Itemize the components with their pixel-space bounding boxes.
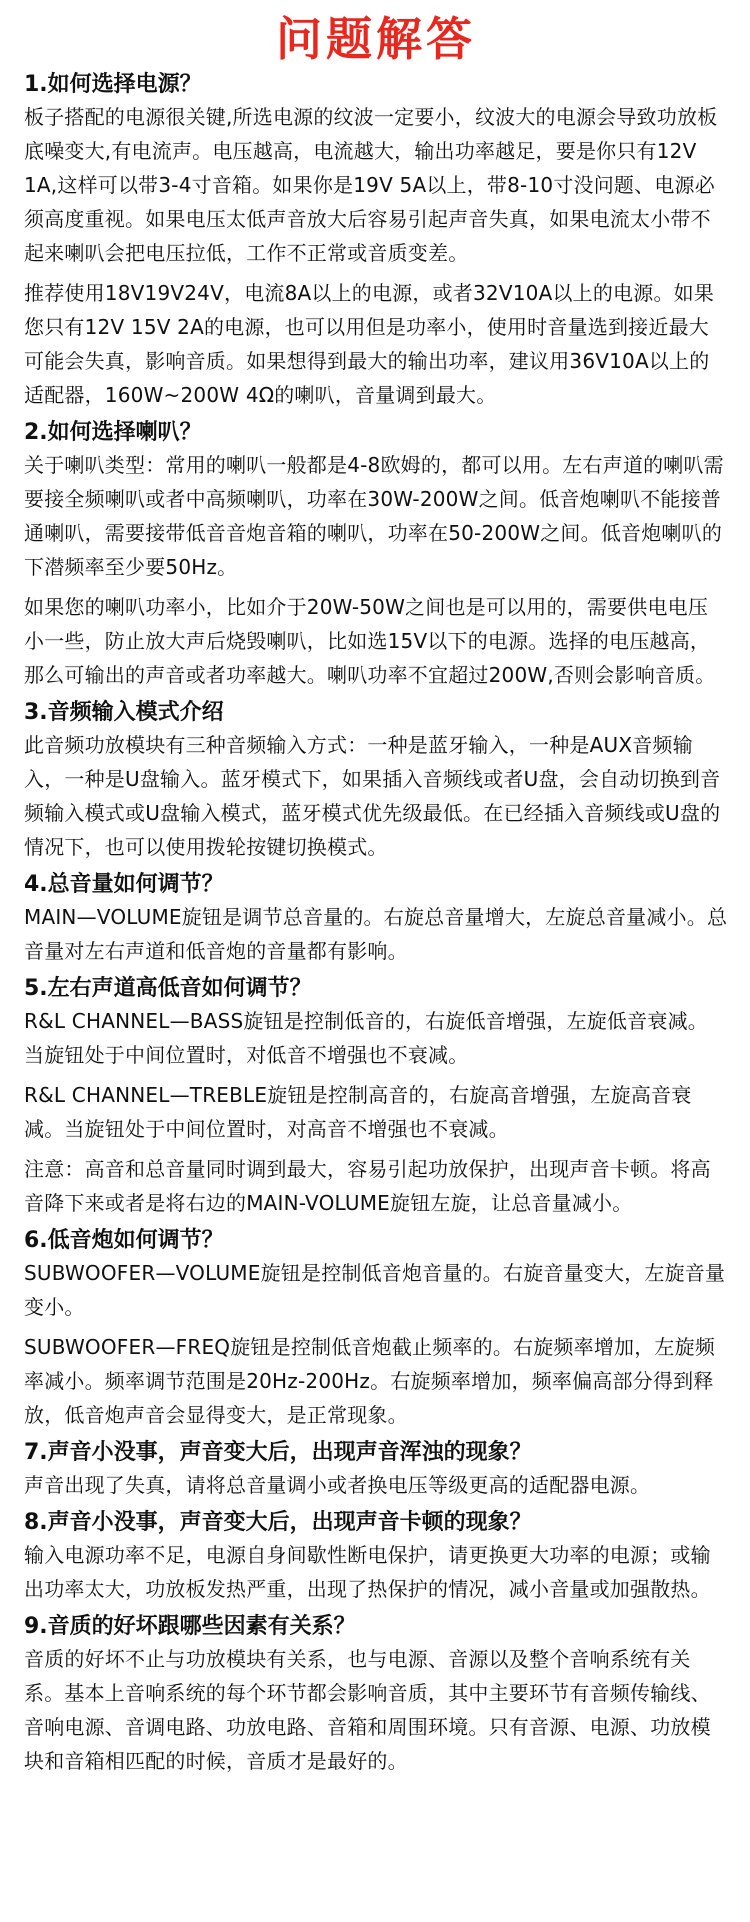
section-paragraph: MAIN—VOLUME旋钮是调节总音量的。右旋总音量增大，左旋总音量减小。总音量对左右声道和低音炮的音量都有影响。 <box>24 905 728 963</box>
section-heading: 1.如何选择电源？ <box>24 72 202 97</box>
section-paragraph: 音质的好坏不止与功放模块有关系，也与电源、音源以及整个音响系统有关系。基本上音响系统的每个环节都会影响音质，其中主要环节有音频传输线、音响电源、音调电路、功放电路、音箱和周围环境。只有音源、电源、功放模块和音箱相匹配的时候，音质才是最好的。 <box>24 1647 711 1773</box>
section-paragraph: 板子搭配的电源很关键,所选电源的纹波一定要小，纹波大的电源会导致功放板底噪变大,有电流声。电压越高，电流越大，输出功率越足，要是你只有12V 1A,这样可以带3-4寸音箱。如果你是19V 5A以上，带8-10寸没问题、电源必须高度重视。如果电压太低声音放大后容易引起声音失真，如果电流太小带不起来喇叭会把电压拉低，工作不正常或音质变差。 <box>24 105 718 265</box>
faq-section-7 <box>24 1438 728 1502</box>
section-paragraph: R&L CHANNEL—TREBLE旋钮是控制高音的，右旋高音增强，左旋高音衰减。当旋钮处于中间位置时，对高音不增强也不衰减。 <box>24 1083 692 1141</box>
section-paragraph: 如果您的喇叭功率小，比如介于20W-50W之间也是可以用的，需要供电电压小一些，防止放大声后烧毁喇叭，比如选15V以下的电源。选择的电压越高，那么可输出的声音或者功率越大。喇叭功率不宜超过200W,否则会影响音质。 <box>24 595 716 687</box>
section-paragraph: 输入电源功率不足，电源自身间歇性断电保护，请更换更大功率的电源；或输出功率太大，功放板发热严重，出现了热保护的情况，减小音量或加强散热。 <box>24 1543 711 1601</box>
faq-section-6 <box>24 1226 728 1432</box>
section-paragraph: 注意：高音和总音量同时调到最大，容易引起功放保护，出现声音卡顿。将高音降下来或者是将右边的MAIN-VOLUME旋钮左旋，让总音量减小。 <box>24 1157 711 1215</box>
faq-section-2 <box>24 418 728 692</box>
section-paragraph: SUBWOOFER—VOLUME旋钮是控制低音炮音量的。右旋音量变大，左旋音量变小。 <box>24 1261 726 1319</box>
faq-section-5 <box>24 974 728 1220</box>
section-heading: 3.音频输入模式介绍 <box>24 700 224 725</box>
faq-section-4 <box>24 870 728 968</box>
section-heading: 4.总音量如何调节？ <box>24 872 224 897</box>
faq-section-3 <box>24 698 728 864</box>
section-paragraph: 声音出现了失真，请将总音量调小或者换电压等级更高的适配器电源。 <box>24 1473 651 1497</box>
section-heading: 5.左右声道高低音如何调节？ <box>24 976 312 1001</box>
section-paragraph: 关于喇叭类型：常用的喇叭一般都是4-8欧姆的，都可以用。左右声道的喇叭需要接全频喇叭或者中高频喇叭，功率在30W-200W之间。低音炮喇叭不能接普通喇叭，需要接带低音音炮音箱的喇叭，功率在50-200W之间。低音炮喇叭的下潜频率至少要50Hz。 <box>24 453 724 579</box>
section-heading: 6.低音炮如何调节？ <box>24 1228 224 1253</box>
faq-section-1 <box>24 70 728 412</box>
section-paragraph: 推荐使用18V19V24V，电流8A以上的电源，或者32V10A以上的电源。如果您只有12V 15V 2A的电源，也可以用但是功率小，使用时音量选到接近最大可能会失真，影响音质。如果想得到最大的输出功率，建议用36V10A以上的适配器，160W~200W 4Ω的喇叭，音量调到最大。 <box>24 281 715 407</box>
section-heading: 2.如何选择喇叭？ <box>24 420 202 445</box>
page-title: 问题解答 <box>276 12 476 66</box>
section-paragraph: R&L CHANNEL—BASS旋钮是控制低音的，右旋低音增强，左旋低音衰减。当旋钮处于中间位置时，对低音不增强也不衰减。 <box>24 1009 708 1067</box>
section-heading: 9.音质的好坏跟哪些因素有关系？ <box>24 1614 356 1639</box>
section-paragraph: 此音频功放模块有三种音频输入方式：一种是蓝牙输入，一种是AUX音频输入，一种是U盘输入。蓝牙模式下，如果插入音频线或者U盘，会自动切换到音频输入模式或U盘输入模式，蓝牙模式优先级最低。在已经插入音频线或U盘的情况下，也可以使用拨轮按键切换模式。 <box>24 733 721 859</box>
section-heading: 7.声音小没事，声音变大后，出现声音浑浊的现象？ <box>24 1440 532 1465</box>
section-paragraph: SUBWOOFER—FREQ旋钮是控制低音炮截止频率的。右旋频率增加，左旋频率减小。频率调节范围是20Hz-200Hz。右旋频率增加，频率偏高部分得到释放，低音炮声音会显得变大，是正常现象。 <box>24 1335 716 1427</box>
faq-section-8 <box>24 1508 728 1606</box>
faq-section-9 <box>24 1612 728 1778</box>
section-heading: 8.声音小没事，声音变大后，出现声音卡顿的现象？ <box>24 1510 532 1535</box>
